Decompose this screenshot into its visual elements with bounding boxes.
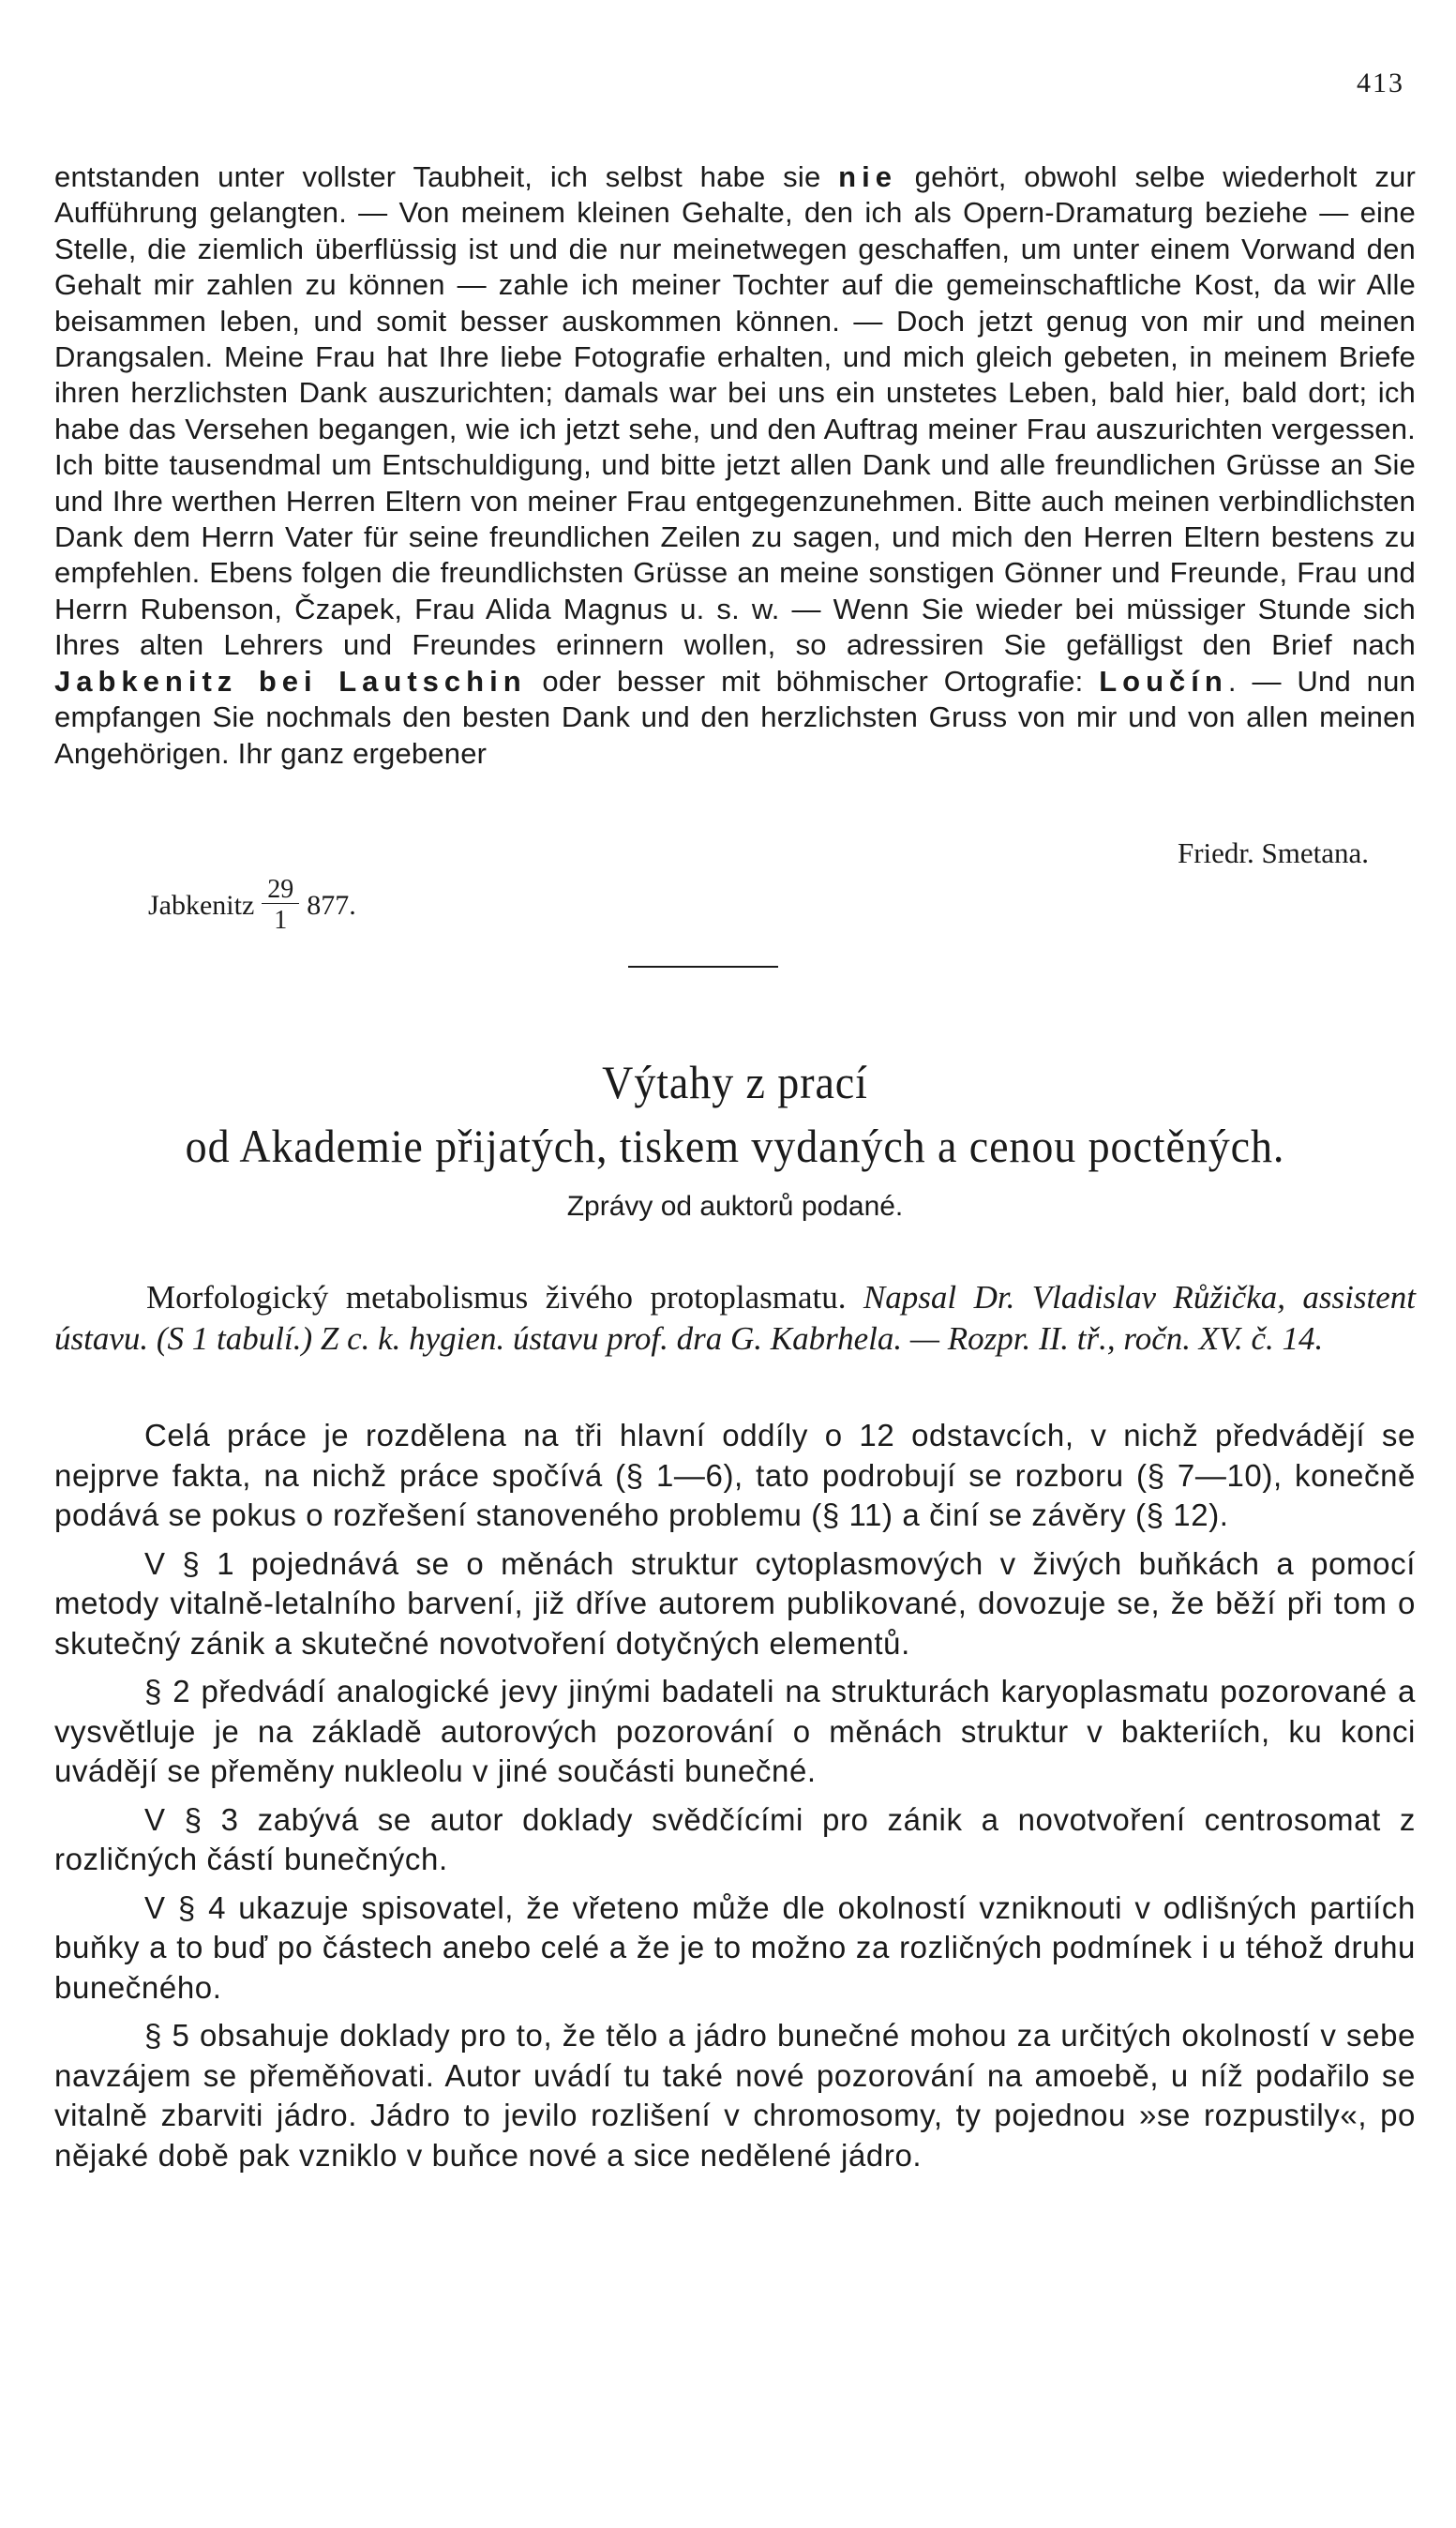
document-page [54, 0, 1416, 2528]
abstract-byline: Napsal Dr. Vladislav Růžička, assistent ústavu. (S 1 tabulí.) Z c. k. hygien. ústavu prof. dra G. Kabrhela. — Rozpr. II. tř., ročn. XV. č. 14. [54, 1279, 1416, 1357]
abstract-heading [54, 1277, 1416, 1360]
abstract-paragraph: § 2 předvádí analogické jevy jinými badateli na strukturách karyoplasmatu pozorované a vysvětluje je na základě autorových pozorování o měnách struktur v bakteriích, ku konci uvádějí se přeměny nukleolu v jiné součásti bunečné. [54, 1674, 1416, 1788]
section-title-line2: od Akademie přijatých, tiskem vydaných a cenou poctěných. [185, 1120, 1285, 1172]
abstract-paragraph: § 5 obsahuje doklady pro to, že tělo a jádro bunečné mohou za určitých okolností v sebe navzájem se přeměňovati. Autor uvádí tu také nové pozorování na amoebě, u níž podařilo se vitalně zbarviti jádro. Jádro to jevilo rozlišení v chromosomy, ty pojednou »se rozpustily«, po nějaké době pak vzniklo v buňce nové a sice nedělené jádro. [54, 2018, 1416, 2173]
date-month: 1 [274, 906, 288, 935]
abstract-paragraph: V § 4 ukazuje spisovatel, že vřeteno může dle okolností vzniknouti v odlišných partiích buňky a to buď po částech anebo celé a že je to možno za rozličných podmínek i u téhož druhu bunečného. [54, 1889, 1416, 2005]
letter-signature: Friedr. Smetana. [1177, 836, 1369, 869]
date-fraction [262, 877, 299, 934]
letter-loucin-spaced: Loučín [1099, 664, 1228, 698]
letter-text-run: entstanden unter vollster Taubheit, ich selbst habe sie [54, 160, 839, 193]
abstract-body [54, 1416, 1416, 2184]
abstract-paragraph: V § 3 zabývá se autor doklady svědčícími pro zánik a novotvoření centrosomat z rozličných částí bunečných. [54, 1801, 1416, 1876]
section-subtitle: Zprávy od auktorů podané. [566, 1191, 904, 1222]
letter-text [54, 159, 1416, 772]
date-day: 29 [262, 877, 299, 904]
letter-dateline [148, 877, 356, 934]
abstract-paragraph: Celá práce je rozdělena na tři hlavní oddíly o 12 odstavcích, v nichž předvádějí se nejprve fakta, na nichž práce spočívá (§ 1—6), tato podrobují se rozboru (§ 7—10), konečně podává se pokus o rozřešení stanoveného problemu (§ 11) a činí se závěry (§ 12). [54, 1418, 1416, 1532]
section-title-line1: Výtahy z prací [602, 1056, 868, 1108]
letter-text-run: oder besser mit böhmischer Ortografie: [526, 664, 1100, 698]
letter-address-spaced: Jabkenitz bei Lautschin [54, 664, 527, 698]
section-divider [628, 966, 778, 968]
letter-text-run: . — Und nun empfangen Sie nochmals den besten Dank und den herzlichsten Gruss von mir und von allen meinen Angehörigen. Ihr ganz ergebener [54, 664, 1416, 770]
abstract-paragraph: V § 1 pojednává se o měnách struktur cytoplasmových v živých buňkách a pomocí metody vitalně-letalního barvení, již dříve autorem publikované, dovozuje se, že běží při tom o skutečný zánik a skutečné novotvoření dotyčných elementů. [54, 1545, 1416, 1661]
letter-text-run: gehört, obwohl selbe wiederholt zur Aufführung gelangten. — Von meinem kleinen Gehalte, den ich als Opern-Dramaturg beziehe — eine Stelle, die ziemlich überflüssig ist und die nur meinetwegen geschaffen, um unter einem Vorwand den Gehalt mir zahlen zu können — zahle ich meiner Tochter auf die gemeinschaftliche Kost, da wir Alle beisammen leben, und somit besser auskommen können. — Doch jetzt genug von mir und meinen Drangsalen. Meine Frau hat Ihre liebe Fotografie erhalten, und mich gleich gebeten, in meinem Briefe ihren herzlichsten Dank auszurichten; damals war bei uns ein unstetes Leben, bald hier, bald dort; ich habe das Versehen begangen, wie ich jetzt sehe, und den Auftrag meiner Frau auszurichten vergessen. Ich bitte tausendmal um Entschuldigung, und bitte jetzt allen Dank und alle freundlichen Grüsse an Sie und Ihre werthen Herren Eltern von meiner Frau entgegenzunehmen. Bitte auch meinen verbindlichsten Dank dem Herrn Vater für seine freundlichen Zeilen zu sagen, und mich den Herren Eltern bestens zu empfehlen. Ebens folgen die freundlichsten Grüsse an meine sonstigen Gönner und Freunde, Frau und Herrn Rubenson, Čzapek, Frau Alida Magnus u. s. w. — Wenn Sie wieder bei müssiger Stunde sich Ihres alten Lehrers und Freundes erinnern wollen, so adressiren Sie gefälligst den Brief nach [54, 160, 1416, 662]
page-number: 413 [1357, 68, 1404, 98]
date-place: Jabkenitz [148, 889, 255, 921]
letter-paragraph [54, 159, 1416, 772]
letter-emphasis-nie: nie [838, 160, 897, 193]
abstract-title: Morfologický metabolismus živého protoplasmatu. [146, 1279, 847, 1316]
date-year: 877. [307, 889, 356, 921]
